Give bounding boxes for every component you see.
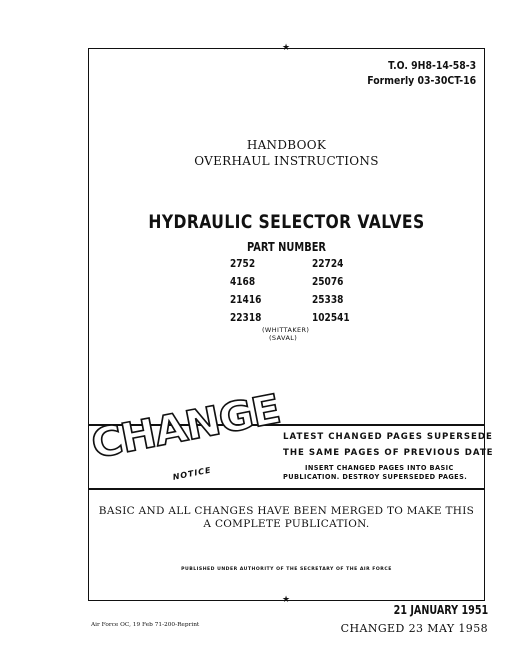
authority-line: PUBLISHED UNDER AUTHORITY OF THE SECRETARY OF THE AIR FORCE <box>181 567 392 572</box>
to-number-block <box>367 58 476 88</box>
top-star-icon: ★ <box>282 43 291 53</box>
part-number-row <box>226 293 352 311</box>
formerly-number: Formerly 03-30CT-16 <box>367 74 476 87</box>
insert-instruction: INSERT CHANGED PAGES INTO BASIC <box>305 464 454 472</box>
document-title: HYDRAULIC SELECTOR VALVES <box>148 211 425 233</box>
basic-date: 21 JANUARY 1951 <box>393 603 488 617</box>
part-number: 4168 <box>230 275 256 288</box>
change-stamp: CHANGE <box>87 386 284 468</box>
part-number: 25076 <box>312 275 344 288</box>
manufacturer-whittaker: (WHITTAKER) <box>262 326 310 334</box>
merged-line-1: BASIC AND ALL CHANGES HAVE BEEN MERGED TO MAKE THIS <box>98 505 475 517</box>
print-footer: Air Force OC, 19 Feb 71-200-Reprint <box>91 622 200 628</box>
supersede-line: LATEST CHANGED PAGES SUPERSEDE <box>283 432 493 442</box>
part-number: 25338 <box>312 293 344 306</box>
part-number: 21416 <box>230 293 262 306</box>
part-number: 2752 <box>230 257 256 270</box>
part-number-label: PART NUMBER <box>246 240 327 254</box>
bottom-star-icon: ★ <box>282 595 291 605</box>
change-message <box>283 432 494 482</box>
handbook-heading <box>88 137 485 169</box>
part-number: 102541 <box>312 311 350 324</box>
previous-date-line: THE SAME PAGES OF PREVIOUS DATE <box>283 448 494 458</box>
part-number-row <box>226 257 352 275</box>
manufacturer-saval: (SAVAL) <box>269 334 298 342</box>
part-number: 22318 <box>230 311 262 324</box>
part-number-row <box>226 275 352 293</box>
merged-line-2: A COMPLETE PUBLICATION. <box>203 518 370 530</box>
changed-date: CHANGED 23 MAY 1958 <box>340 622 488 635</box>
to-number: T.O. 9H8-14-58-3 <box>387 59 476 72</box>
part-number: 22724 <box>312 257 344 270</box>
handbook-label: HANDBOOK <box>246 138 327 152</box>
manufacturer-notes <box>262 326 309 342</box>
part-number-list <box>226 257 352 329</box>
overhaul-label: OVERHAUL INSTRUCTIONS <box>194 154 379 168</box>
notice-label: NOTICE <box>172 465 213 482</box>
destroy-instruction: PUBLICATION. DESTROY SUPERSEDED PAGES. <box>283 473 468 481</box>
merged-statement <box>88 505 485 531</box>
